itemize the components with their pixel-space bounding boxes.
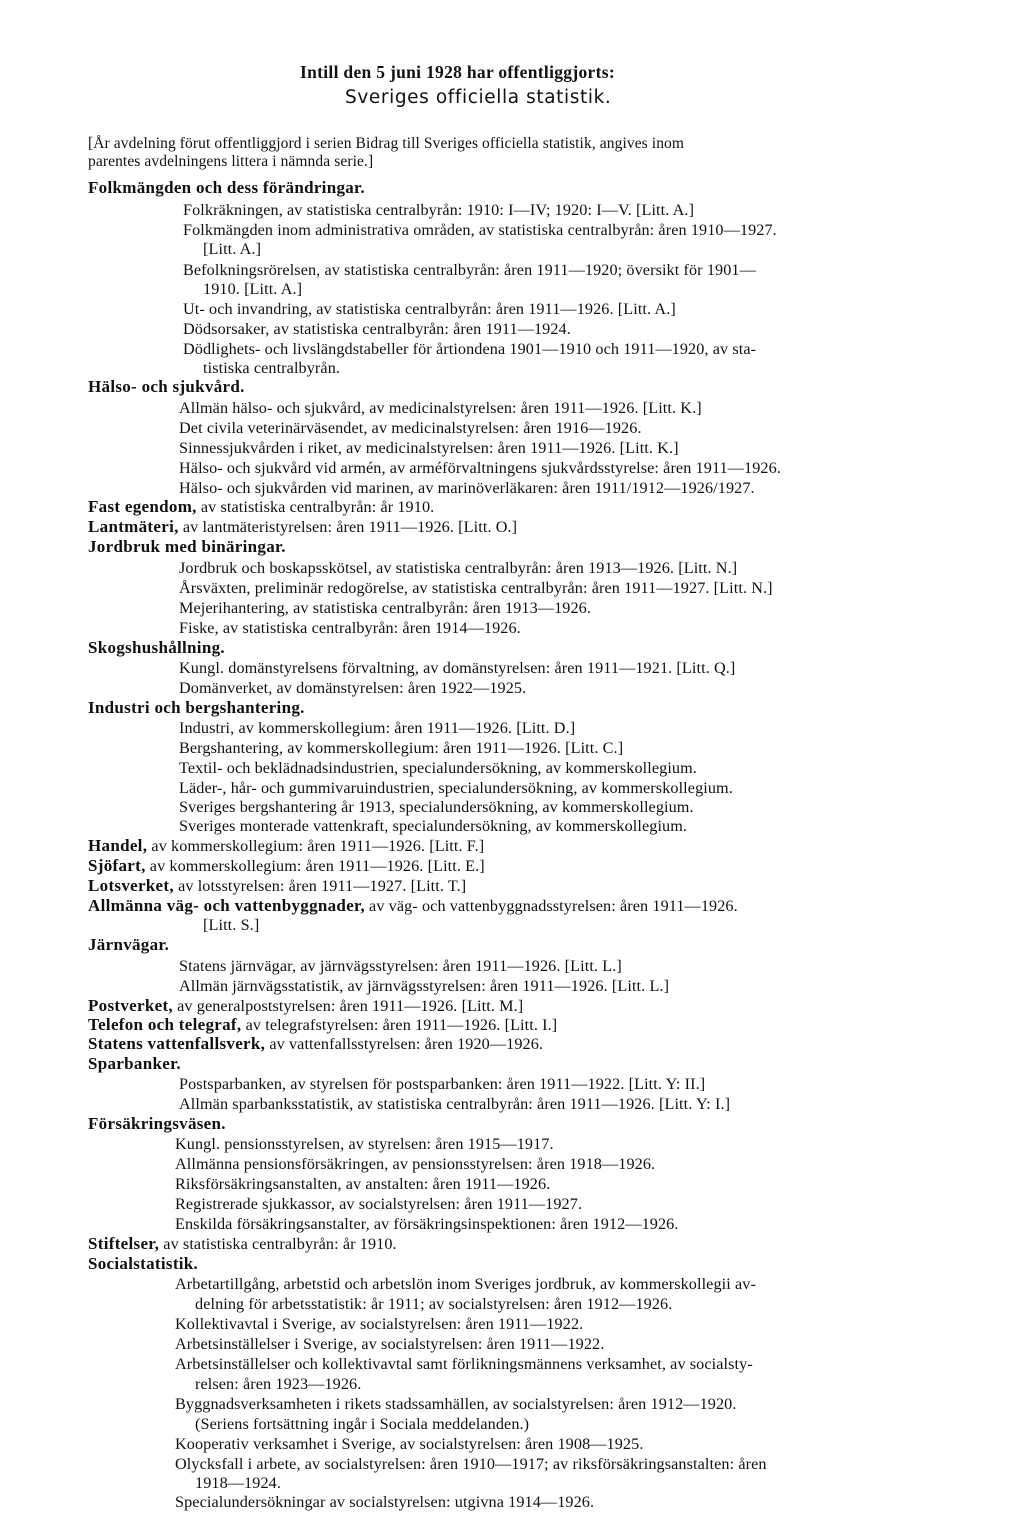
entry-line: Fiske, av statistiska centralbyrån: åren 1914—1926. xyxy=(179,619,521,637)
entry-line: Allmän hälso- och sjukvård, av medicinalstyrelsen: åren 1911—1926. [Litt. K.] xyxy=(179,399,702,417)
entry-text: av kommerskollegium: åren 1911—1926. [Litt. F.] xyxy=(151,837,485,855)
section-heading-postverket: Postverket, xyxy=(88,996,173,1015)
entry-line: Allmän sparbanksstatistik, av statistiska centralbyrån: åren 1911—1926. [Litt. Y: I.] xyxy=(179,1095,731,1113)
section-heading-halso: Hälso- och sjukvård. xyxy=(88,377,245,396)
entry-text: av väg- och vattenbyggnadsstyrelsen: åren 1911—1926. xyxy=(369,897,738,915)
entry-line: Kungl. domänstyrelsens förvaltning, av domänstyrelsen: åren 1911—1921. [Litt. Q.] xyxy=(179,659,736,677)
section-heading-industri: Industri och bergshantering. xyxy=(88,698,305,717)
entry-line: Hälso- och sjukvård vid armén, av arméförvaltningens sjukvårdsstyrelse: åren 1911—1926. xyxy=(179,459,781,477)
section-heading-handel: Handel, xyxy=(88,836,148,855)
entry-lotsverket xyxy=(88,876,466,896)
entry-line: Sveriges monterade vattenkraft, specialundersökning, av kommerskollegium. xyxy=(179,817,688,835)
section-heading-lotsverket: Lotsverket, xyxy=(88,876,174,895)
section-heading-stiftelser: Stiftelser, xyxy=(88,1234,160,1253)
entry-line: Enskilda försäkringsanstalter, av försäkringsinspektionen: åren 1912—1926. xyxy=(175,1215,679,1233)
entry-text: av lotsstyrelsen: åren 1911—1927. [Litt. T.] xyxy=(178,877,467,895)
entry-line: Registrerade sjukkassor, av socialstyrelsen: åren 1911—1927. xyxy=(175,1195,583,1213)
entry-line: Bergshantering, av kommerskollegium: åren 1911—1926. [Litt. C.] xyxy=(179,739,624,757)
entry-line: (Seriens fortsättning ingår i Sociala meddelanden.) xyxy=(195,1415,530,1433)
entry-line: Årsväxten, preliminär redogörelse, av statistiska centralbyrån: åren 1911—1927. [Litt. N.] xyxy=(179,579,773,597)
entry-line: Arbetsinställelser i Sverige, av socialstyrelsen: åren 1911—1922. xyxy=(175,1335,605,1353)
section-heading-lantmateri: Lantmäteri, xyxy=(88,517,179,536)
entry-line: Hälso- och sjukvården vid marinen, av marinöverläkaren: åren 1911/1912—1926/1927. xyxy=(179,479,755,497)
section-heading-jordbruk: Jordbruk med binäringar. xyxy=(88,537,286,556)
entry-line: Dödlighets- och livslängdstabeller för årtiondena 1901—1910 och 1911—1920, av sta- xyxy=(183,340,757,358)
entry-line: Olycksfall i arbete, av socialstyrelsen: åren 1910—1917; av riksförsäkringsanstalten: åren xyxy=(175,1455,767,1473)
entry-stiftelser xyxy=(88,1234,397,1254)
entry-line: Kollektivavtal i Sverige, av socialstyrelsen: åren 1911—1922. xyxy=(175,1315,584,1333)
section-heading-jarnvagar: Järnvägar. xyxy=(88,935,170,954)
entry-line: Postsparbanken, av styrelsen för postsparbanken: åren 1911—1922. [Litt. Y: II.] xyxy=(179,1075,706,1093)
entry-vattenfall xyxy=(88,1034,543,1054)
entry-telefon xyxy=(88,1015,557,1035)
entry-line: Läder-, hår- och gummivaruindustrien, specialundersökning, av kommerskollegium. xyxy=(179,779,733,797)
section-heading-skogshushallning: Skogshushållning. xyxy=(88,638,225,657)
entry-line: 1918—1924. xyxy=(195,1474,281,1492)
entry-line: Folkmängden inom administrativa områden, av statistiska centralbyrån: åren 1910—1927. xyxy=(183,221,777,239)
section-heading-telefon: Telefon och telegraf, xyxy=(88,1015,242,1034)
page-heading: Intill den 5 juni 1928 har offentliggjorts: xyxy=(300,62,615,82)
entry-line: relsen: åren 1923—1926. xyxy=(195,1375,362,1393)
entry-line: Textil- och beklädnadsindustrien, specialundersökning, av kommerskollegium. xyxy=(179,759,697,777)
section-heading-socialstatistik: Socialstatistik. xyxy=(88,1254,199,1273)
entry-line: Sveriges bergshantering år 1913, specialundersökning, av kommerskollegium. xyxy=(179,798,694,816)
entry-line: Allmän järnvägsstatistik, av järnvägsstyrelsen: åren 1911—1926. [Litt. L.] xyxy=(179,977,670,995)
section-heading-forsakring: Försäkringsväsen. xyxy=(88,1114,226,1133)
page-subheading: Sveriges officiella statistik. xyxy=(345,87,612,108)
section-heading-fast-egendom: Fast egendom, xyxy=(88,497,197,516)
entry-line: Mejerihantering, av statistiska centralbyrån: åren 1913—1926. xyxy=(179,599,592,617)
entry-line: Jordbruk och boskapsskötsel, av statistiska centralbyrån: åren 1913—1926. [Litt. N.] xyxy=(179,559,738,577)
entry-line: Riksförsäkringsanstalten, av anstalten: åren 1911—1926. xyxy=(175,1175,551,1193)
entry-text: av telegrafstyrelsen: åren 1911—1926. [Litt. I.] xyxy=(245,1016,558,1034)
entry-line: delning för arbetsstatistik: år 1911; av socialstyrelsen: åren 1912—1926. xyxy=(195,1295,673,1313)
entry-line: Befolkningsrörelsen, av statistiska centralbyrån: åren 1911—1920; översikt för 1901— xyxy=(183,261,756,279)
entry-line: Domänverket, av domänstyrelsen: åren 1922—1925. xyxy=(179,679,527,697)
entry-line: Allmänna pensionsförsäkringen, av pensionsstyrelsen: åren 1918—1926. xyxy=(175,1155,656,1173)
intro-line: [År avdelning förut offentliggjord i serien Bidrag till Sveriges officiella statistik, angives inom xyxy=(88,135,685,152)
entry-line: 1910. [Litt. A.] xyxy=(203,280,303,298)
section-heading-folkmangden: Folkmängden och dess förändringar. xyxy=(88,178,365,197)
section-heading-sjofart: Sjöfart, xyxy=(88,856,146,875)
entry-lantmateri xyxy=(88,517,517,537)
entry-text: av kommerskollegium: åren 1911—1926. [Litt. E.] xyxy=(149,857,485,875)
section-heading-sparbanker: Sparbanker. xyxy=(88,1054,181,1073)
entry-line: Folkräkningen, av statistiska centralbyrån: 1910: I—IV; 1920: I—V. [Litt. A.] xyxy=(183,201,695,219)
entry-text: av lantmäteristyrelsen: åren 1911—1926. [Litt. O.] xyxy=(182,518,518,536)
entry-line: Industri, av kommerskollegium: åren 1911—1926. [Litt. D.] xyxy=(179,719,576,737)
entry-line: tistiska centralbyrån. xyxy=(203,359,341,377)
entry-line: Ut- och invandring, av statistiska centralbyrån: åren 1911—1926. [Litt. A.] xyxy=(183,300,676,318)
section-heading-allmanna-vag: Allmänna väg- och vattenbyggnader, xyxy=(88,896,365,915)
entry-sjofart xyxy=(88,856,485,876)
entry-line: Dödsorsaker, av statistiska centralbyrån: åren 1911—1924. xyxy=(183,320,571,338)
entry-text: av vattenfallsstyrelsen: åren 1920—1926. xyxy=(269,1035,544,1053)
intro-line: parentes avdelningens littera i nämnda serie.] xyxy=(88,153,374,170)
entry-line: [Litt. S.] xyxy=(203,916,260,934)
entry-line: Specialundersökningar av socialstyrelsen: utgivna 1914—1926. xyxy=(175,1493,595,1511)
entry-line: Arbetsinställelser och kollektivavtal samt förlikningsmännens verksamhet, av socialsty- xyxy=(175,1355,753,1373)
entry-line: Sinnessjukvården i riket, av medicinalstyrelsen: åren 1911—1926. [Litt. K.] xyxy=(179,439,679,457)
entry-line: Det civila veterinärväsendet, av medicinalstyrelsen: åren 1916—1926. xyxy=(179,419,642,437)
entry-line: Kungl. pensionsstyrelsen, av styrelsen: åren 1915—1917. xyxy=(175,1135,554,1153)
entry-text: av statistiska centralbyrån: år 1910. xyxy=(163,1235,397,1253)
entry-postverket xyxy=(88,996,523,1016)
entry-line: [Litt. A.] xyxy=(203,240,262,258)
entry-line: Statens järnvägar, av järnvägsstyrelsen: åren 1911—1926. [Litt. L.] xyxy=(179,957,622,975)
entry-text: av generalpoststyrelsen: åren 1911—1926. [Litt. M.] xyxy=(177,997,524,1015)
entry-line: Byggnadsverksamheten i rikets stadssamhällen, av socialstyrelsen: åren 1912—1920. xyxy=(175,1395,737,1413)
section-heading-vattenfall: Statens vattenfallsverk, xyxy=(88,1034,266,1053)
entry-handel xyxy=(88,836,484,856)
entry-text: av statistiska centralbyrån: år 1910. xyxy=(200,498,435,516)
entry-fast-egendom xyxy=(88,497,434,517)
entry-allmanna-vag xyxy=(88,896,738,916)
entry-line: Arbetartillgång, arbetstid och arbetslön inom Sveriges jordbruk, av kommerskollegii av- xyxy=(175,1275,756,1293)
entry-line: Kooperativ verksamhet i Sverige, av socialstyrelsen: åren 1908—1925. xyxy=(175,1435,644,1453)
